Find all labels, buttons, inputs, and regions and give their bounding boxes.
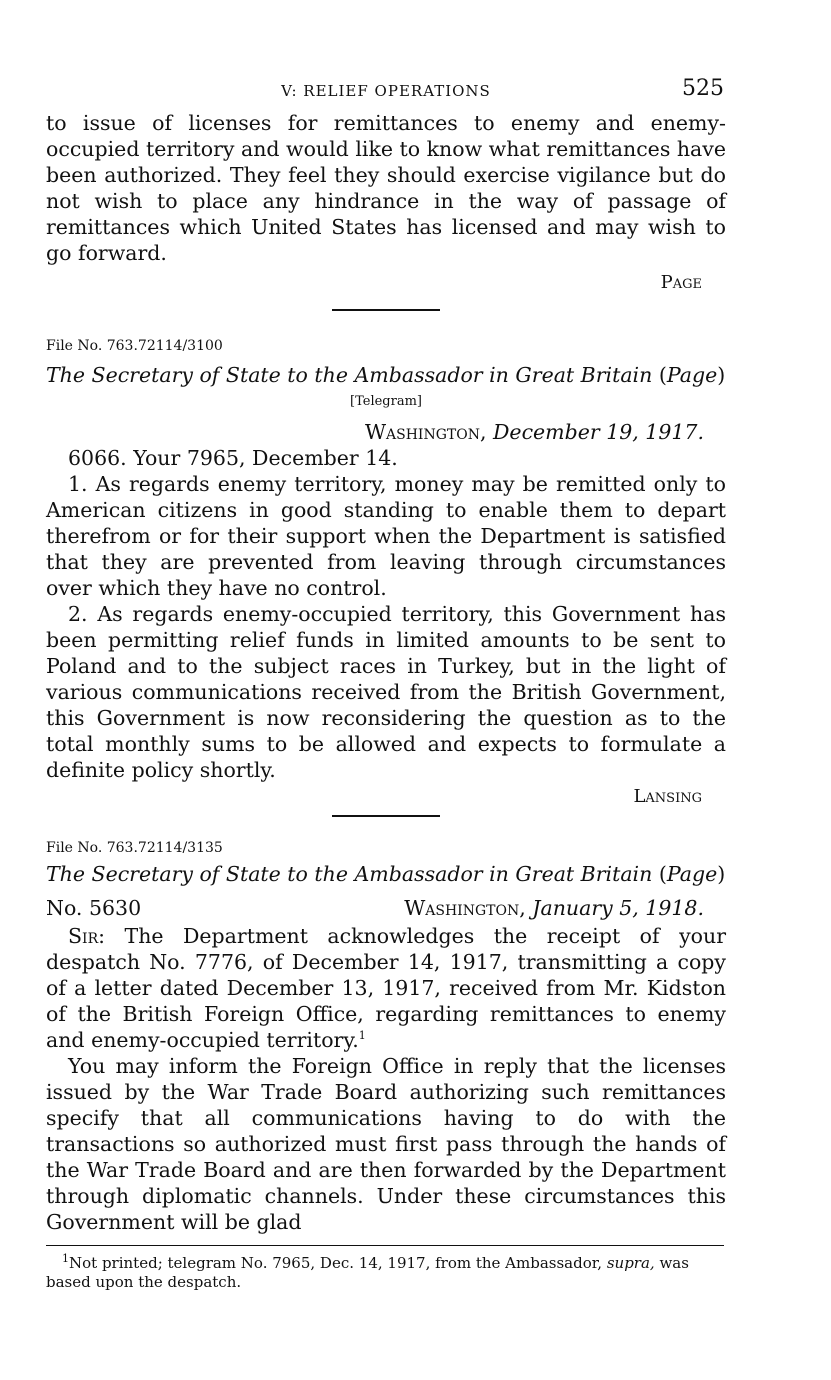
- title-recipient: Page: [666, 363, 718, 387]
- continuation-paragraph: to issue of licenses for remittances to enemy and enemy-occupied territory and would like to know what remittances have been authorized. They feel they should exercise vigilance but do not wish to place any hindrance in the way of passage of remittances which United States has licensed and may wish to go forward.: [46, 111, 726, 265]
- signature-page: Page: [660, 272, 702, 293]
- footnote-text-end: was based upon the despatch.: [46, 1254, 689, 1291]
- file-number: File No. 763.72114/3135: [46, 840, 223, 856]
- running-head: V: RELIEF OPERATIONS: [281, 82, 491, 100]
- dateline-place: Washington,: [364, 420, 487, 444]
- title-text: The Secretary of State to the Ambassador in Great Britain: [46, 363, 653, 387]
- footnote: [46, 1254, 726, 1292]
- paragraph: [46, 923, 726, 1053]
- paragraph: 2. As regards enemy-occupied territory, this Government has been permitting relief funds in limited amounts to be sent to Poland and to the subject races in Turkey, but in the light of various communications received from the British Government, this Government is now reconsidering the question as to the total monthly sums to be allowed and expects to formulate a definite policy shortly.: [46, 602, 726, 782]
- document-page: [46, 76, 726, 1292]
- footnote-marker: 1: [62, 1252, 69, 1265]
- dateline-date: January 5, 1918.: [532, 896, 704, 920]
- file-number: File No. 763.72114/3100: [46, 338, 223, 354]
- salutation: Sir:: [68, 924, 106, 948]
- dateline: [46, 419, 726, 445]
- title-recipient: Page: [666, 862, 718, 886]
- signature-lansing: Lansing: [633, 786, 702, 807]
- document-title: The Secretary of State to the Ambassador in Great Britain (Page): [46, 862, 726, 886]
- dateline-date: December 19, 1917.: [493, 420, 704, 444]
- document-title: The Secretary of State to the Ambassador in Great Britain (Page): [46, 363, 726, 387]
- page-header: [46, 76, 726, 110]
- title-text: The Secretary of State to the Ambassador in Great Britain: [46, 862, 653, 886]
- paragraph: 1. As regards enemy territory, money may be remitted only to American citizens in good standing to enable them to depart therefrom or for their support when the Department is satisfied that they are prevented from leaving through circumstances over which they have no control.: [46, 472, 726, 600]
- page-number: 525: [682, 76, 724, 101]
- despatch-number: No. 5630: [46, 896, 142, 920]
- telegram-reference: 6066. Your 7965, December 14.: [68, 446, 398, 470]
- footnote-text: Not printed; telegram No. 7965, Dec. 14, 1917, from the Ambassador,: [69, 1254, 603, 1272]
- footnote-supra: supra,: [606, 1254, 655, 1272]
- dateline: [46, 895, 726, 921]
- dateline-place: Washington,: [404, 896, 526, 920]
- paragraph-text: The Department acknowledges the receipt of your despatch No. 7776, of December 14, 1917, transmitting a copy of a letter dated December 13, 1917, received from Mr. Kidston of the British Foreign Office, regarding remittances to enemy and enemy-occupied territory.: [46, 924, 726, 1052]
- telegram-label: [Telegram]: [350, 394, 422, 409]
- footnote-reference: 1: [358, 1029, 366, 1043]
- paragraph: You may inform the Foreign Office in reply that the licenses issued by the War Trade Board authorizing such remittances specify that all communications having to do with the transactions so authorized must first pass through the hands of the War Trade Board and are then forwarded by the Department through diplomatic channels. Under these circumstances this Government will be glad: [46, 1054, 726, 1234]
